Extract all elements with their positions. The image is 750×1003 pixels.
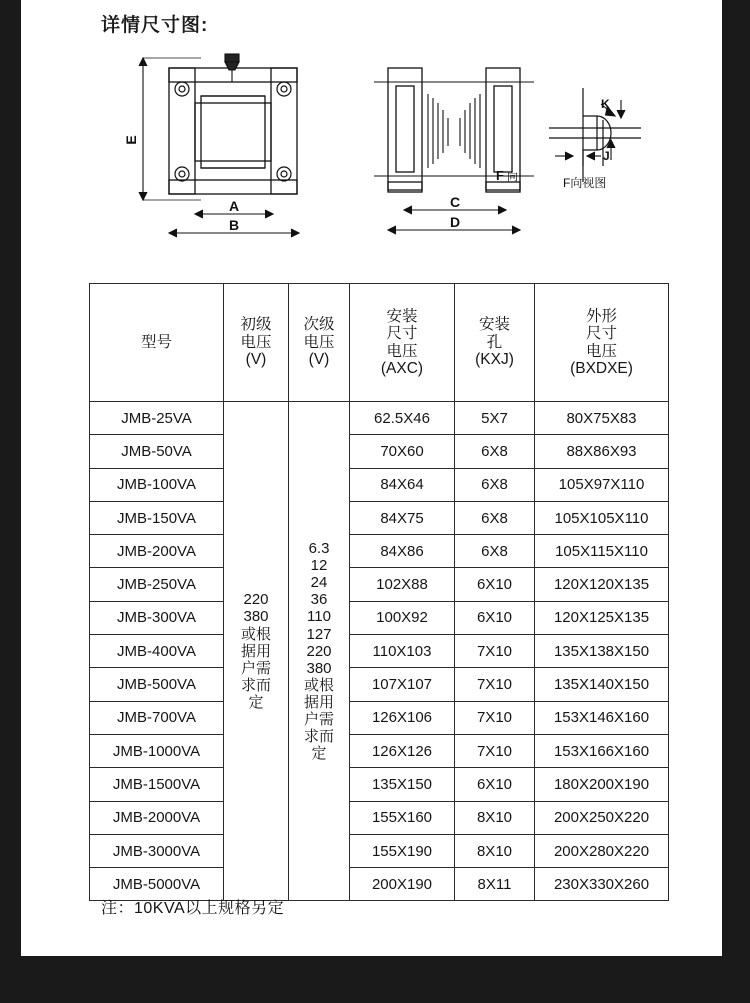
header-kxj-line-2: (KXJ) — [475, 351, 514, 369]
cell-outline-size: 120X120X135 — [535, 568, 669, 601]
header-mounting-size — [350, 284, 455, 402]
table-footnote: 注：10KVA以上规格另定 — [101, 900, 285, 917]
cell-mounting-hole: 7X10 — [455, 701, 535, 734]
cell-mounting-size: 84X75 — [350, 501, 455, 534]
table-row — [90, 768, 669, 801]
primary-voltage-line-0: 220 — [243, 591, 269, 609]
cell-mounting-hole: 6X8 — [455, 535, 535, 568]
figure-f-direction-view — [541, 86, 671, 211]
svg-text:K: K — [601, 97, 610, 111]
dimension-drawings — [21, 48, 722, 258]
cell-secondary-voltage — [289, 402, 350, 901]
table-row — [90, 402, 669, 435]
secondary-voltage-line-4: 110 — [307, 608, 331, 626]
header-mounting-hole — [455, 284, 535, 402]
primary-voltage-line-1: 380 — [243, 608, 269, 626]
cell-outline-size: 120X125X135 — [535, 601, 669, 634]
cell-mounting-size: 126X106 — [350, 701, 455, 734]
cell-mounting-hole: 8X10 — [455, 801, 535, 834]
page-title: 详情尺寸图: — [101, 15, 209, 36]
header-axc-line-3: (AXC) — [380, 359, 424, 377]
cell-mounting-hole: 7X10 — [455, 668, 535, 701]
table-row — [90, 601, 669, 634]
cell-mounting-hole: 6X10 — [455, 768, 535, 801]
secondary-voltage-line-2: 24 — [310, 574, 328, 592]
svg-text:F: F — [496, 168, 504, 183]
header-secondary-line-2: (V) — [308, 351, 330, 369]
header-outline-size — [535, 284, 669, 402]
specification-table — [89, 283, 669, 901]
cell-model: JMB-1500VA — [90, 768, 224, 801]
cell-mounting-hole: 7X10 — [455, 635, 535, 668]
svg-text:B: B — [228, 217, 240, 233]
secondary-voltage-line-0: 6.3 — [308, 540, 330, 558]
table-row — [90, 635, 669, 668]
table-row — [90, 435, 669, 468]
header-bxdxe-line-3: (BXDXE) — [570, 359, 633, 377]
table-row — [90, 801, 669, 834]
cell-outline-size: 105X105X110 — [535, 501, 669, 534]
cell-mounting-size: 110X103 — [350, 635, 455, 668]
secondary-voltage-line-8: 或根 — [303, 676, 334, 694]
figure-front-view — [121, 48, 341, 248]
secondary-voltage-line-11: 求而 — [303, 728, 334, 746]
table-row — [90, 734, 669, 767]
cell-mounting-hole: 6X8 — [455, 468, 535, 501]
cell-model: JMB-50VA — [90, 435, 224, 468]
header-axc-line-1: 尺寸 — [386, 325, 418, 343]
table-row — [90, 568, 669, 601]
cell-outline-size: 200X250X220 — [535, 801, 669, 834]
table-body — [90, 402, 669, 901]
svg-text:J: J — [603, 149, 610, 163]
secondary-voltage-line-7: 380 — [306, 659, 332, 677]
cell-model: JMB-300VA — [90, 601, 224, 634]
svg-text:E: E — [123, 135, 139, 145]
cell-model: JMB-2000VA — [90, 801, 224, 834]
header-secondary-line-1: 电压 — [303, 333, 335, 351]
figure-caption-f-view: F向视图 — [563, 176, 607, 190]
table-row — [90, 468, 669, 501]
header-bxdxe-line-2: 电压 — [585, 342, 617, 360]
table-header-row — [90, 284, 669, 402]
svg-text:向: 向 — [507, 171, 518, 183]
cell-mounting-size: 155X160 — [350, 801, 455, 834]
secondary-voltage-line-6: 220 — [306, 642, 332, 660]
cell-model: JMB-25VA — [90, 402, 224, 435]
secondary-voltage-line-1: 12 — [310, 557, 328, 575]
cell-model: JMB-400VA — [90, 635, 224, 668]
cell-mounting-hole: 6X10 — [455, 601, 535, 634]
cell-outline-size: 135X140X150 — [535, 668, 669, 701]
svg-text:D: D — [449, 214, 461, 230]
cell-mounting-size: 84X64 — [350, 468, 455, 501]
cell-model: JMB-500VA — [90, 668, 224, 701]
cell-mounting-size: 107X107 — [350, 668, 455, 701]
cell-model: JMB-700VA — [90, 701, 224, 734]
cell-model: JMB-3000VA — [90, 834, 224, 867]
secondary-voltage-line-5: 127 — [306, 625, 332, 643]
cell-outline-size: 88X86X93 — [535, 435, 669, 468]
header-axc-line-2: 电压 — [386, 342, 418, 360]
cell-outline-size: 230X330X260 — [535, 868, 669, 901]
cell-mounting-size: 102X88 — [350, 568, 455, 601]
cell-outline-size: 200X280X220 — [535, 834, 669, 867]
secondary-voltage-line-12: 定 — [311, 745, 327, 763]
cell-outline-size: 153X166X160 — [535, 734, 669, 767]
primary-voltage-line-5: 求而 — [240, 676, 271, 694]
cell-outline-size: 80X75X83 — [535, 402, 669, 435]
cell-mounting-hole: 6X8 — [455, 501, 535, 534]
header-primary-line-0: 初级 — [240, 316, 272, 334]
cell-outline-size: 180X200X190 — [535, 768, 669, 801]
header-secondary-voltage — [289, 284, 350, 402]
primary-voltage-line-6: 定 — [248, 693, 264, 711]
header-model-line-0: 型号 — [140, 333, 172, 351]
cell-mounting-size: 70X60 — [350, 435, 455, 468]
cell-mounting-size: 200X190 — [350, 868, 455, 901]
header-primary-line-2: (V) — [245, 351, 267, 369]
cell-outline-size: 105X115X110 — [535, 535, 669, 568]
cell-model: JMB-150VA — [90, 501, 224, 534]
secondary-voltage-line-3: 36 — [310, 591, 328, 609]
figure-side-view — [366, 58, 551, 248]
cell-mounting-hole: 8X10 — [455, 834, 535, 867]
cell-mounting-hole: 8X11 — [455, 868, 535, 901]
cell-mounting-size: 126X126 — [350, 734, 455, 767]
secondary-voltage-line-9: 据用 — [303, 693, 334, 711]
cell-mounting-size: 84X86 — [350, 535, 455, 568]
cell-mounting-size: 100X92 — [350, 601, 455, 634]
cell-mounting-size: 135X150 — [350, 768, 455, 801]
table-row — [90, 834, 669, 867]
header-model — [90, 284, 224, 402]
cell-model: JMB-5000VA — [90, 868, 224, 901]
primary-voltage-line-4: 户需 — [240, 659, 271, 677]
header-bxdxe-line-1: 尺寸 — [585, 325, 617, 343]
header-kxj-line-1: 孔 — [486, 333, 503, 351]
svg-text:C: C — [449, 194, 461, 210]
document-page — [21, 0, 722, 956]
cell-model: JMB-250VA — [90, 568, 224, 601]
header-axc-line-0: 安装 — [386, 307, 418, 325]
cell-mounting-hole: 6X8 — [455, 435, 535, 468]
svg-text:A: A — [228, 198, 240, 214]
header-primary-line-1: 电压 — [240, 333, 272, 351]
header-secondary-line-0: 次级 — [303, 316, 335, 334]
header-kxj-line-0: 安装 — [478, 316, 510, 334]
table-row — [90, 668, 669, 701]
cell-mounting-hole: 5X7 — [455, 402, 535, 435]
cell-primary-voltage — [224, 402, 289, 901]
cell-mounting-hole: 7X10 — [455, 734, 535, 767]
primary-voltage-line-3: 据用 — [240, 642, 271, 660]
cell-outline-size: 135X138X150 — [535, 635, 669, 668]
cell-mounting-size: 62.5X46 — [350, 402, 455, 435]
secondary-voltage-line-10: 户需 — [303, 711, 334, 729]
cell-outline-size: 105X97X110 — [535, 468, 669, 501]
table-row — [90, 501, 669, 534]
table-row — [90, 535, 669, 568]
primary-voltage-line-2: 或根 — [240, 625, 271, 643]
cell-model: JMB-100VA — [90, 468, 224, 501]
cell-mounting-hole: 6X10 — [455, 568, 535, 601]
cell-model: JMB-1000VA — [90, 734, 224, 767]
header-bxdxe-line-0: 外形 — [585, 307, 617, 325]
cell-model: JMB-200VA — [90, 535, 224, 568]
cell-outline-size: 153X146X160 — [535, 701, 669, 734]
table-row — [90, 701, 669, 734]
cell-mounting-size: 155X190 — [350, 834, 455, 867]
header-primary-voltage — [224, 284, 289, 402]
